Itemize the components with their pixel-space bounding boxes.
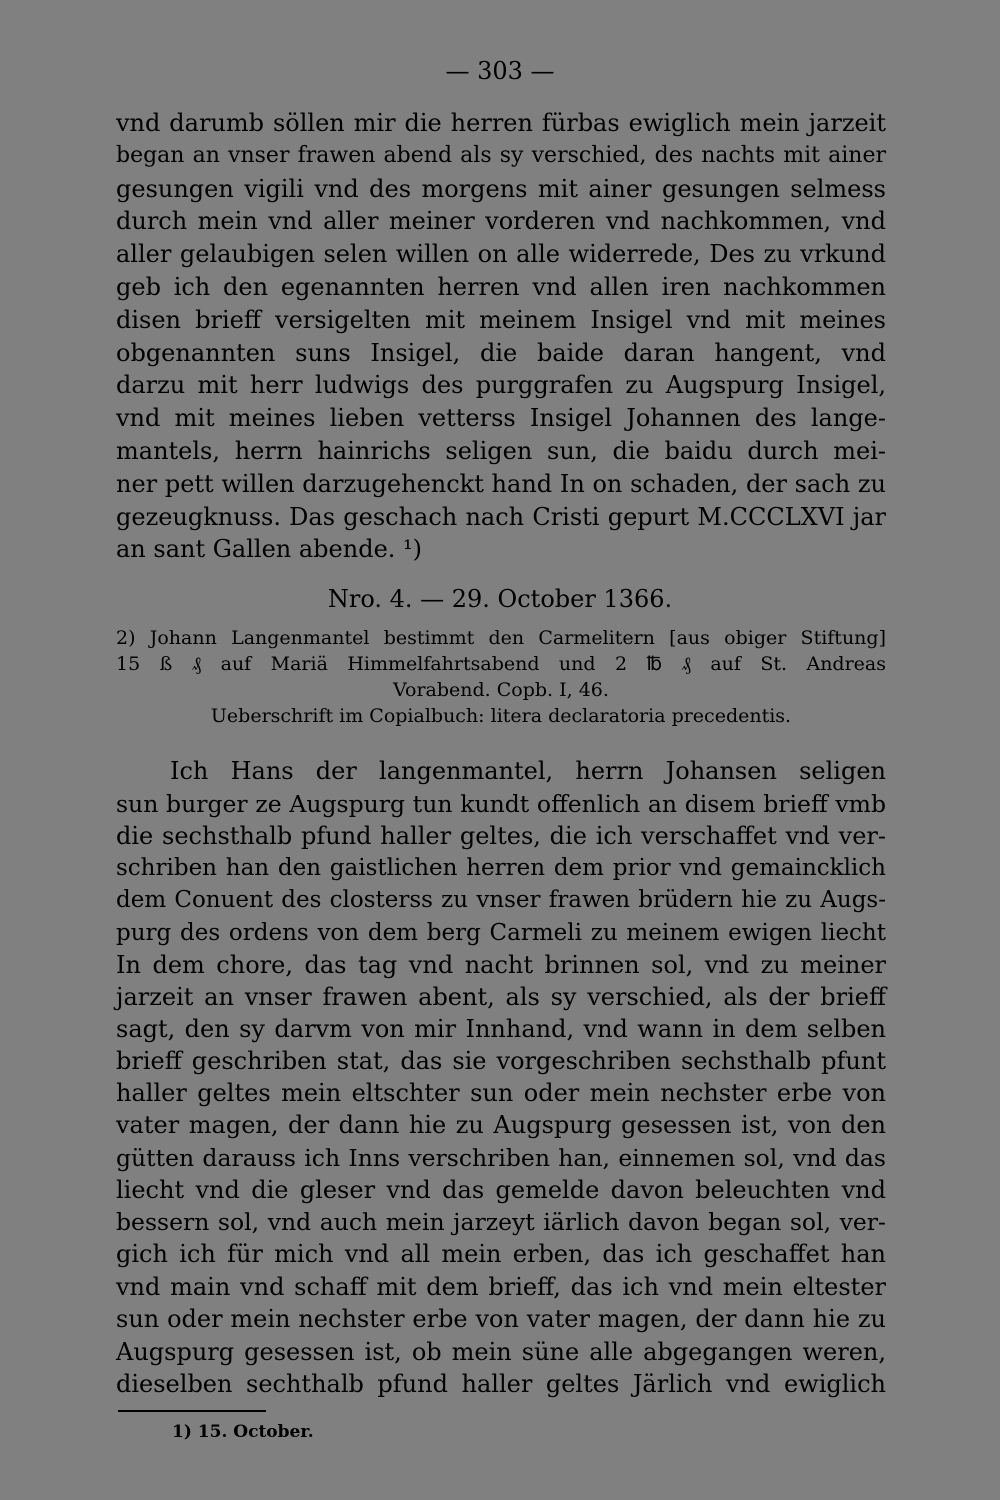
text-line: gich ich für mich vnd all mein erben, das ich geschaffet han: [116, 1240, 886, 1268]
text-line: jarzeit an vnser frawen abent, als sy verschied, als der brieff: [116, 983, 886, 1011]
text-line: Ich Hans der langenmantel, herrn Johansen seligen: [170, 757, 886, 785]
text-line: ner pett willen darzugehenckt hand In on schaden, der sach zu: [116, 470, 886, 498]
text-line: In dem chore, das tag vnd nacht brinnen sol, vnd zu meiner: [116, 951, 886, 979]
text-line: purg des ordens von dem berg Carmeli zu meinem ewigen liecht: [116, 920, 886, 946]
page-number: — 303 —: [445, 57, 555, 85]
text-line: vnd mit meines lieben vetterss Insigel Johannen des lange-: [116, 404, 886, 432]
text-line: liecht vnd die gleser vnd das gemelde davon beleuchten vnd: [116, 1176, 886, 1204]
text-line: schriben han den gaistlichen herren dem prior vnd gemaincklich: [116, 855, 886, 881]
text-line: gesungen vigili vnd des morgens mit ainer gesungen selmess: [116, 175, 886, 203]
text-line: began an vnser frawen abend als sy verschied, des nachts mit ainer: [116, 143, 886, 168]
text-line: disen brieff versigelten mit meinem Insigel vnd mit meines: [116, 306, 886, 334]
regest-line: 15 ß ₰ auf Mariä Himmelfahrtsabend und 2 ℔ ₰ auf St. Andreas: [116, 653, 886, 675]
regest-line: Vorabend. Copb. I, 46.: [393, 679, 609, 701]
text-line: dieselben sechthalb pfund haller geltes Järlich vnd ewiglich: [116, 1370, 886, 1398]
text-line: mantels, herrn hainrichs seligen sun, die baidu durch mei-: [116, 437, 886, 465]
text-line: sun oder mein nechster erbe von vater magen, der dann hie zu: [116, 1305, 886, 1333]
footnote: 1) 15. October.: [172, 1422, 314, 1442]
text-line: vnd main vnd schaff mit dem brieff, das ich vnd mein eltester: [116, 1273, 886, 1301]
text-line: haller geltes mein eltschter sun oder mein nechster erbe von: [116, 1079, 886, 1107]
text-line: dem Conuent des closterss zu vnser frawen brüdern hie zu Augs-: [116, 887, 886, 913]
text-line: sun burger ze Augspurg tun kundt offenlich an disem brieff vmb: [116, 790, 886, 818]
text-line: brieff geschriben stat, das sie vorgeschriben sechsthalb pfunt: [116, 1047, 886, 1075]
text-line: sagt, den sy darvm von mir Innhand, vnd wann in dem selben: [116, 1015, 886, 1043]
regest-line: 2) Johann Langenmantel bestimmt den Carmelitern [aus obiger Stiftung]: [116, 627, 886, 649]
regest-line: Ueberschrift im Copialbuch: litera declaratoria precedentis.: [210, 705, 792, 727]
text-line: vater magen, der dann hie zu Augspurg gesessen ist, von den: [116, 1111, 886, 1139]
text-line: darzu mit herr ludwigs des purggrafen zu Augspurg Insigel,: [116, 371, 886, 399]
text-line: durch mein vnd aller meiner vorderen vnd nachkommen, vnd: [116, 207, 886, 235]
footnote-divider: [118, 1410, 266, 1412]
document-heading: Nro. 4. — 29. October 1366.: [327, 585, 673, 613]
text-line: bessern sol, vnd auch mein jarzeyt iärlich davon began sol, ver-: [116, 1208, 886, 1236]
text-line: gütten darauss ich Inns verschriben han, einnemen sol, vnd das: [116, 1144, 886, 1172]
text-line: vnd darumb söllen mir die herren fürbas ewiglich mein jarzeit: [116, 109, 886, 137]
text-line: aller gelaubigen selen willen on alle widerrede, Des zu vrkund: [116, 240, 886, 268]
text-line: gezeugknuss. Das geschach nach Cristi gepurt M.CCCLXVI jar: [116, 503, 886, 531]
text-line: an sant Gallen abende. ¹): [116, 535, 423, 563]
text-line: geb ich den egenannten herren vnd allen iren nachkommen: [116, 273, 886, 301]
text-line: die sechsthalb pfund haller geltes, die ich verschaffet vnd ver-: [116, 822, 886, 850]
text-line: Augspurg gesessen ist, ob mein süne alle abgegangen weren,: [116, 1338, 886, 1366]
text-line: obgenannten suns Insigel, die baide daran hangent, vnd: [116, 339, 886, 367]
